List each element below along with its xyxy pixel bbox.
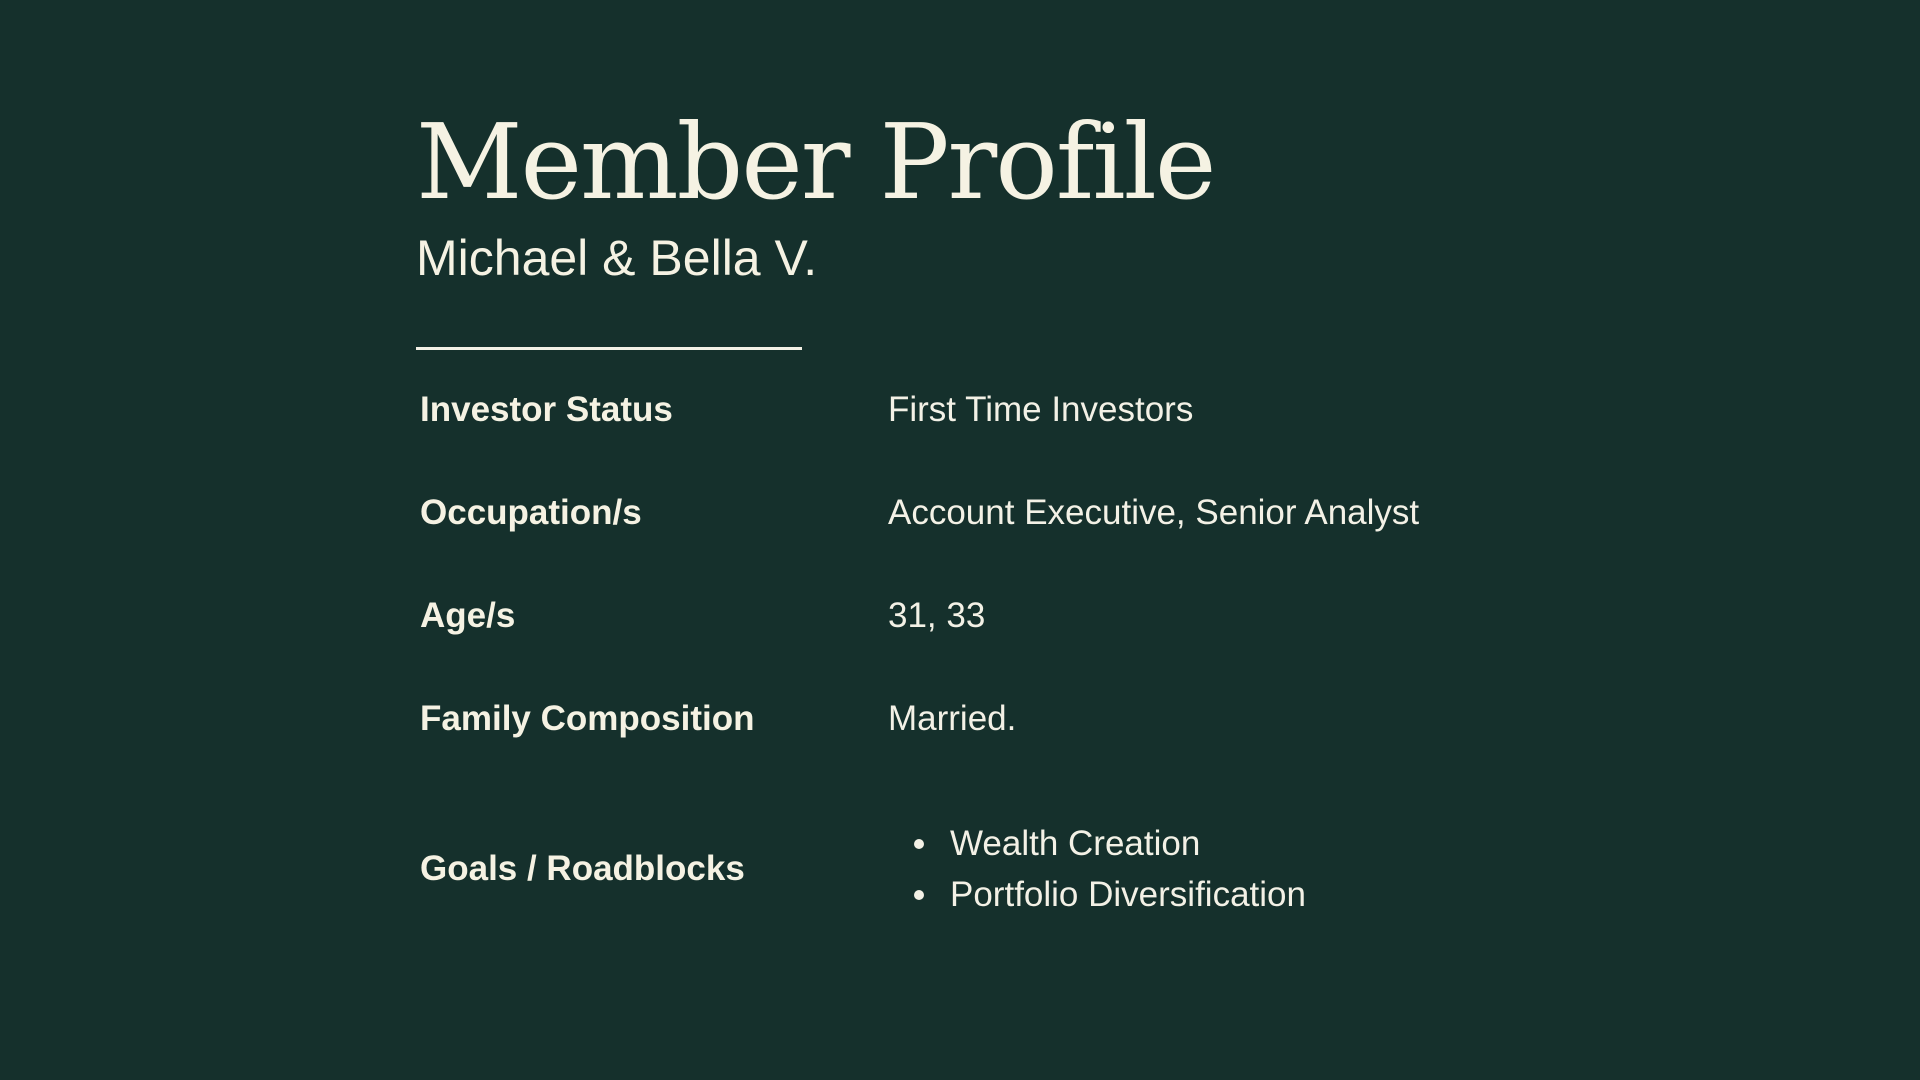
page-title: Member Profile: [416, 101, 1215, 223]
profile-row-family-composition: [420, 689, 1520, 749]
profile-row-investor-status: [420, 380, 1520, 440]
row-label: Family Composition: [420, 699, 755, 738]
goal-text: Wealth Creation: [950, 824, 1201, 863]
bullet-icon: [914, 890, 924, 900]
profile-row-occupation: [420, 483, 1520, 543]
row-value: 31, 33: [888, 596, 986, 635]
goal-text: Portfolio Diversification: [950, 875, 1306, 914]
divider: [416, 347, 802, 350]
bullet-icon: [914, 839, 924, 849]
row-value: Account Executive, Senior Analyst: [888, 493, 1420, 532]
goal-item: [888, 818, 1306, 869]
row-label: Occupation/s: [420, 493, 642, 532]
member-name: Michael & Bella V.: [416, 230, 818, 286]
row-label: Age/s: [420, 596, 516, 635]
profile-row-age: [420, 586, 1520, 646]
goals-list: [888, 818, 1306, 920]
row-label: Goals / Roadblocks: [420, 849, 745, 888]
row-value: Married.: [888, 699, 1017, 738]
row-value: First Time Investors: [888, 390, 1194, 429]
goal-item: [888, 869, 1306, 920]
row-label: Investor Status: [420, 390, 673, 429]
